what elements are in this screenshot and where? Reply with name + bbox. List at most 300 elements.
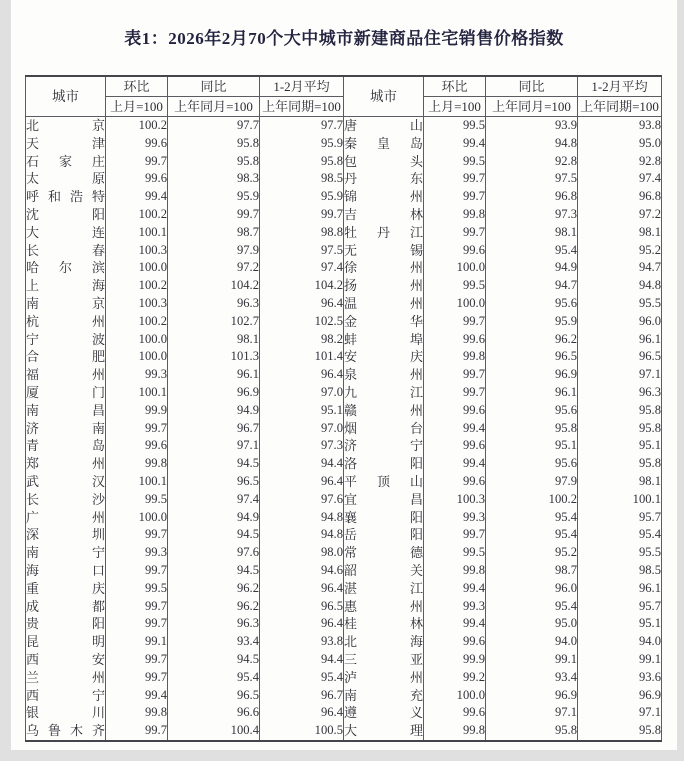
- city-name: 泸 州: [344, 669, 423, 685]
- value-cell: 96.3: [168, 615, 260, 633]
- city-name: 安 庆: [344, 349, 423, 365]
- value-cell: 95.2: [578, 242, 662, 260]
- value-cell: 99.5: [106, 491, 168, 509]
- city-name: 宜 昌: [344, 491, 423, 507]
- city-cell: [26, 633, 106, 651]
- value-cell: 98.8: [260, 224, 344, 242]
- value-cell: 94.0: [486, 633, 578, 651]
- value-cell: 96.7: [260, 687, 344, 705]
- value-cell: 98.5: [578, 562, 662, 580]
- city-name: 扬 州: [344, 278, 423, 294]
- value-cell: 99.6: [424, 437, 486, 455]
- value-cell: 99.3: [424, 509, 486, 527]
- value-cell: 102.5: [260, 313, 344, 331]
- value-cell: 97.1: [578, 366, 662, 384]
- city-name: 蚌 埠: [344, 331, 423, 347]
- city-cell: [26, 420, 106, 438]
- value-cell: 94.6: [260, 562, 344, 580]
- city-cell: [344, 224, 424, 242]
- city-name: 上 海: [26, 278, 105, 294]
- value-cell: 100.4: [168, 722, 260, 741]
- value-cell: 97.9: [168, 242, 260, 260]
- value-cell: 98.1: [168, 331, 260, 349]
- value-cell: 98.1: [578, 224, 662, 242]
- table-row: [26, 615, 662, 633]
- value-cell: 96.5: [260, 598, 344, 616]
- city-name: 西 宁: [26, 687, 105, 703]
- city-name: 天 津: [26, 135, 105, 151]
- value-cell: 97.1: [168, 437, 260, 455]
- value-cell: 99.6: [424, 473, 486, 491]
- city-name: 郑 州: [26, 456, 105, 472]
- value-cell: 96.9: [578, 687, 662, 705]
- city-cell: [26, 615, 106, 633]
- header-mom-right: 环比: [424, 76, 486, 97]
- table-row: [26, 544, 662, 562]
- city-name: 南 昌: [26, 402, 105, 418]
- value-cell: 94.9: [168, 402, 260, 420]
- value-cell: 99.3: [106, 544, 168, 562]
- table-row: [26, 633, 662, 651]
- value-cell: 94.8: [578, 277, 662, 295]
- value-cell: 95.9: [486, 313, 578, 331]
- value-cell: 98.0: [260, 544, 344, 562]
- table-row: [26, 348, 662, 366]
- value-cell: 95.8: [578, 402, 662, 420]
- city-cell: [26, 224, 106, 242]
- city-name: 吉 林: [344, 206, 423, 222]
- value-cell: 99.7: [168, 206, 260, 224]
- value-cell: 95.8: [168, 135, 260, 153]
- value-cell: 99.7: [424, 526, 486, 544]
- value-cell: 96.3: [168, 295, 260, 313]
- table-row: [26, 277, 662, 295]
- city-cell: [26, 170, 106, 188]
- table-row: [26, 562, 662, 580]
- value-cell: 99.6: [106, 437, 168, 455]
- value-cell: 96.8: [486, 188, 578, 206]
- table-row: [26, 420, 662, 438]
- value-cell: 96.5: [578, 348, 662, 366]
- value-cell: 96.3: [578, 384, 662, 402]
- city-name: 宁 波: [26, 331, 105, 347]
- value-cell: 99.7: [106, 153, 168, 171]
- city-name: 青 岛: [26, 438, 105, 454]
- city-name: 杭 州: [26, 313, 105, 329]
- value-cell: 93.8: [578, 117, 662, 135]
- value-cell: 94.4: [260, 651, 344, 669]
- city-name: 常 德: [344, 545, 423, 561]
- value-cell: 99.7: [424, 384, 486, 402]
- value-cell: 100.2: [106, 206, 168, 224]
- value-cell: 97.2: [168, 259, 260, 277]
- city-cell: [26, 437, 106, 455]
- value-cell: 99.1: [106, 633, 168, 651]
- value-cell: 94.5: [168, 455, 260, 473]
- value-cell: 99.7: [424, 224, 486, 242]
- value-cell: 97.4: [578, 170, 662, 188]
- city-name: 锦 州: [344, 189, 423, 205]
- table-row: [26, 687, 662, 705]
- table-row: [26, 384, 662, 402]
- value-cell: 97.6: [260, 491, 344, 509]
- value-cell: 96.7: [168, 420, 260, 438]
- value-cell: 97.1: [486, 704, 578, 722]
- value-cell: 95.8: [578, 455, 662, 473]
- value-cell: 99.4: [424, 615, 486, 633]
- value-cell: 95.1: [578, 437, 662, 455]
- city-name: 深 圳: [26, 527, 105, 543]
- value-cell: 99.1: [578, 651, 662, 669]
- city-name: 济 南: [26, 420, 105, 436]
- value-cell: 99.5: [424, 277, 486, 295]
- city-cell: [344, 473, 424, 491]
- city-cell: [344, 277, 424, 295]
- city-name: 武 汉: [26, 473, 105, 489]
- value-cell: 100.5: [260, 722, 344, 741]
- header-yoy-base-left: 上年同月=100: [168, 97, 260, 117]
- value-cell: 93.8: [260, 633, 344, 651]
- value-cell: 99.7: [106, 615, 168, 633]
- header-yoy-base-right: 上年同月=100: [486, 97, 578, 117]
- value-cell: 99.6: [106, 170, 168, 188]
- value-cell: 97.6: [168, 544, 260, 562]
- table-row: [26, 366, 662, 384]
- value-cell: 99.7: [106, 651, 168, 669]
- value-cell: 97.0: [260, 384, 344, 402]
- value-cell: 100.0: [424, 259, 486, 277]
- city-cell: [26, 509, 106, 527]
- city-cell: [344, 633, 424, 651]
- table-row: [26, 117, 662, 135]
- city-cell: [344, 651, 424, 669]
- value-cell: 94.9: [486, 259, 578, 277]
- value-cell: 100.3: [106, 295, 168, 313]
- city-cell: [344, 526, 424, 544]
- value-cell: 95.0: [486, 615, 578, 633]
- value-cell: 95.8: [260, 153, 344, 171]
- value-cell: 99.8: [106, 704, 168, 722]
- value-cell: 99.7: [106, 420, 168, 438]
- value-cell: 97.3: [486, 206, 578, 224]
- value-cell: 96.5: [168, 687, 260, 705]
- table-row: [26, 402, 662, 420]
- city-name: 洛 阳: [344, 456, 423, 472]
- value-cell: 93.9: [486, 117, 578, 135]
- value-cell: 92.8: [578, 153, 662, 171]
- value-cell: 99.4: [424, 580, 486, 598]
- value-cell: 100.0: [424, 687, 486, 705]
- value-cell: 100.0: [106, 509, 168, 527]
- city-name: 秦 皇 岛: [344, 135, 423, 151]
- value-cell: 98.7: [486, 562, 578, 580]
- value-cell: 95.0: [578, 135, 662, 153]
- city-cell: [26, 491, 106, 509]
- value-cell: 96.1: [168, 366, 260, 384]
- city-cell: [344, 687, 424, 705]
- table-row: [26, 170, 662, 188]
- value-cell: 99.5: [106, 580, 168, 598]
- table-row: [26, 455, 662, 473]
- city-name: 大 理: [344, 723, 423, 739]
- city-name: 三 亚: [344, 651, 423, 667]
- value-cell: 96.8: [578, 188, 662, 206]
- value-cell: 97.2: [578, 206, 662, 224]
- city-name: 呼 和 浩 特: [26, 189, 105, 205]
- table-row: [26, 509, 662, 527]
- city-name: 牡 丹 江: [344, 224, 423, 240]
- city-cell: [344, 509, 424, 527]
- value-cell: 95.5: [578, 295, 662, 313]
- city-cell: [344, 704, 424, 722]
- city-name: 泉 州: [344, 367, 423, 383]
- table-row: [26, 224, 662, 242]
- table-row: [26, 331, 662, 349]
- value-cell: 99.8: [106, 455, 168, 473]
- city-cell: [26, 331, 106, 349]
- table-row: [26, 473, 662, 491]
- value-cell: 99.6: [424, 331, 486, 349]
- value-cell: 94.8: [260, 526, 344, 544]
- value-cell: 95.8: [486, 722, 578, 741]
- value-cell: 96.9: [486, 366, 578, 384]
- city-cell: [26, 384, 106, 402]
- value-cell: 96.4: [260, 366, 344, 384]
- city-name: 桂 林: [344, 616, 423, 632]
- page-title: 表1：2026年2月70个大中城市新建商品住宅销售价格指数: [124, 29, 564, 48]
- city-cell: [344, 722, 424, 741]
- city-name: 唐 山: [344, 118, 423, 133]
- header-yoy-left: 同比: [168, 76, 260, 97]
- city-cell: [26, 722, 106, 741]
- city-cell: [344, 206, 424, 224]
- city-cell: [344, 117, 424, 135]
- value-cell: 100.0: [106, 331, 168, 349]
- value-cell: 99.7: [424, 188, 486, 206]
- value-cell: 95.4: [486, 242, 578, 260]
- value-cell: 95.1: [260, 402, 344, 420]
- city-cell: [26, 580, 106, 598]
- value-cell: 94.8: [486, 135, 578, 153]
- value-cell: 97.3: [260, 437, 344, 455]
- table-row: [26, 206, 662, 224]
- value-cell: 96.4: [260, 295, 344, 313]
- value-cell: 95.1: [486, 437, 578, 455]
- city-name: 长 春: [26, 242, 105, 258]
- value-cell: 100.2: [106, 313, 168, 331]
- city-cell: [344, 402, 424, 420]
- value-cell: 95.6: [486, 295, 578, 313]
- city-name: 温 州: [344, 295, 423, 311]
- value-cell: 99.8: [424, 348, 486, 366]
- table-body: [26, 117, 662, 741]
- city-name: 南 宁: [26, 545, 105, 561]
- value-cell: 96.1: [578, 580, 662, 598]
- value-cell: 100.1: [106, 473, 168, 491]
- city-cell: [344, 562, 424, 580]
- value-cell: 100.3: [424, 491, 486, 509]
- header-city-right: 城市: [344, 76, 424, 117]
- city-name: 湛 江: [344, 580, 423, 596]
- value-cell: 99.1: [486, 651, 578, 669]
- value-cell: 96.2: [168, 580, 260, 598]
- city-cell: [26, 242, 106, 260]
- value-cell: 100.2: [106, 117, 168, 135]
- value-cell: 95.4: [486, 598, 578, 616]
- value-cell: 98.2: [260, 331, 344, 349]
- value-cell: 99.5: [424, 117, 486, 135]
- city-cell: [26, 598, 106, 616]
- city-cell: [26, 669, 106, 687]
- city-cell: [26, 651, 106, 669]
- value-cell: 95.7: [578, 509, 662, 527]
- city-cell: [344, 348, 424, 366]
- value-cell: 104.2: [260, 277, 344, 295]
- value-cell: 95.9: [168, 188, 260, 206]
- value-cell: 94.4: [260, 455, 344, 473]
- city-cell: [26, 526, 106, 544]
- value-cell: 99.7: [106, 562, 168, 580]
- value-cell: 99.2: [424, 669, 486, 687]
- value-cell: 95.4: [578, 526, 662, 544]
- value-cell: 96.4: [260, 704, 344, 722]
- city-cell: [26, 704, 106, 722]
- header-avg-base-left: 上年同期=100: [260, 97, 344, 117]
- city-cell: [26, 153, 106, 171]
- value-cell: 99.4: [424, 420, 486, 438]
- city-name: 南 京: [26, 295, 105, 311]
- city-name: 乌 鲁 木 齐: [26, 723, 105, 739]
- value-cell: 104.2: [168, 277, 260, 295]
- value-cell: 93.4: [486, 669, 578, 687]
- city-cell: [344, 295, 424, 313]
- value-cell: 100.1: [106, 384, 168, 402]
- table-row: [26, 704, 662, 722]
- value-cell: 95.4: [486, 526, 578, 544]
- city-name: 大 连: [26, 224, 105, 240]
- city-name: 海 口: [26, 562, 105, 578]
- value-cell: 101.4: [260, 348, 344, 366]
- value-cell: 99.8: [424, 562, 486, 580]
- value-cell: 94.8: [260, 509, 344, 527]
- value-cell: 92.8: [486, 153, 578, 171]
- value-cell: 100.2: [486, 491, 578, 509]
- value-cell: 100.0: [424, 295, 486, 313]
- value-cell: 101.3: [168, 348, 260, 366]
- value-cell: 98.7: [168, 224, 260, 242]
- value-cell: 96.0: [578, 313, 662, 331]
- city-name: 兰 州: [26, 669, 105, 685]
- value-cell: 95.8: [578, 420, 662, 438]
- value-cell: 97.5: [486, 170, 578, 188]
- value-cell: 98.1: [486, 224, 578, 242]
- table-row: [26, 580, 662, 598]
- city-cell: [344, 669, 424, 687]
- value-cell: 99.3: [424, 598, 486, 616]
- table-row: [26, 669, 662, 687]
- value-cell: 100.3: [106, 242, 168, 260]
- city-name: 长 沙: [26, 491, 105, 507]
- city-cell: [26, 206, 106, 224]
- value-cell: 96.2: [486, 331, 578, 349]
- value-cell: 95.4: [168, 669, 260, 687]
- city-cell: [344, 420, 424, 438]
- city-cell: [344, 170, 424, 188]
- value-cell: 93.6: [578, 669, 662, 687]
- city-cell: [344, 259, 424, 277]
- city-cell: [344, 615, 424, 633]
- city-cell: [26, 348, 106, 366]
- city-cell: [344, 331, 424, 349]
- value-cell: 95.7: [578, 598, 662, 616]
- city-name: 北 京: [26, 118, 105, 133]
- value-cell: 98.3: [168, 170, 260, 188]
- value-cell: 99.6: [424, 402, 486, 420]
- value-cell: 100.0: [106, 348, 168, 366]
- table-row: [26, 259, 662, 277]
- value-cell: 96.4: [260, 473, 344, 491]
- city-cell: [344, 544, 424, 562]
- city-name: 烟 台: [344, 420, 423, 436]
- value-cell: 98.5: [260, 170, 344, 188]
- value-cell: 95.9: [260, 188, 344, 206]
- value-cell: 99.5: [424, 153, 486, 171]
- header-avg-right: 1-2月平均: [578, 76, 662, 97]
- value-cell: 95.5: [578, 544, 662, 562]
- table-row: [26, 153, 662, 171]
- value-cell: 97.7: [168, 117, 260, 135]
- city-cell: [26, 687, 106, 705]
- value-cell: 96.6: [168, 704, 260, 722]
- value-cell: 96.9: [486, 687, 578, 705]
- city-name: 岳 阳: [344, 527, 423, 543]
- value-cell: 99.6: [424, 633, 486, 651]
- value-cell: 99.8: [424, 722, 486, 741]
- city-name: 石 家 庄: [26, 153, 105, 169]
- city-cell: [26, 473, 106, 491]
- value-cell: 100.1: [106, 224, 168, 242]
- city-name: 北 海: [344, 634, 423, 650]
- value-cell: 99.7: [106, 669, 168, 687]
- value-cell: 99.6: [424, 704, 486, 722]
- value-cell: 98.1: [578, 473, 662, 491]
- value-cell: 96.0: [486, 580, 578, 598]
- value-cell: 94.5: [168, 651, 260, 669]
- table-row: [26, 526, 662, 544]
- city-name: 赣 州: [344, 402, 423, 418]
- city-cell: [344, 153, 424, 171]
- value-cell: 99.3: [106, 366, 168, 384]
- city-cell: [26, 188, 106, 206]
- city-name: 太 原: [26, 171, 105, 187]
- value-cell: 96.4: [260, 580, 344, 598]
- value-cell: 95.8: [578, 722, 662, 741]
- value-cell: 99.7: [106, 722, 168, 741]
- value-cell: 99.4: [106, 687, 168, 705]
- city-name: 韶 关: [344, 562, 423, 578]
- city-name: 丹 东: [344, 171, 423, 187]
- value-cell: 93.4: [168, 633, 260, 651]
- city-cell: [344, 455, 424, 473]
- header-city-left: 城市: [26, 76, 106, 117]
- table-row: [26, 188, 662, 206]
- city-cell: [344, 580, 424, 598]
- value-cell: 99.7: [106, 526, 168, 544]
- city-name: 包 头: [344, 153, 423, 169]
- value-cell: 100.1: [578, 491, 662, 509]
- city-name: 重 庆: [26, 580, 105, 596]
- page: [11, 0, 677, 750]
